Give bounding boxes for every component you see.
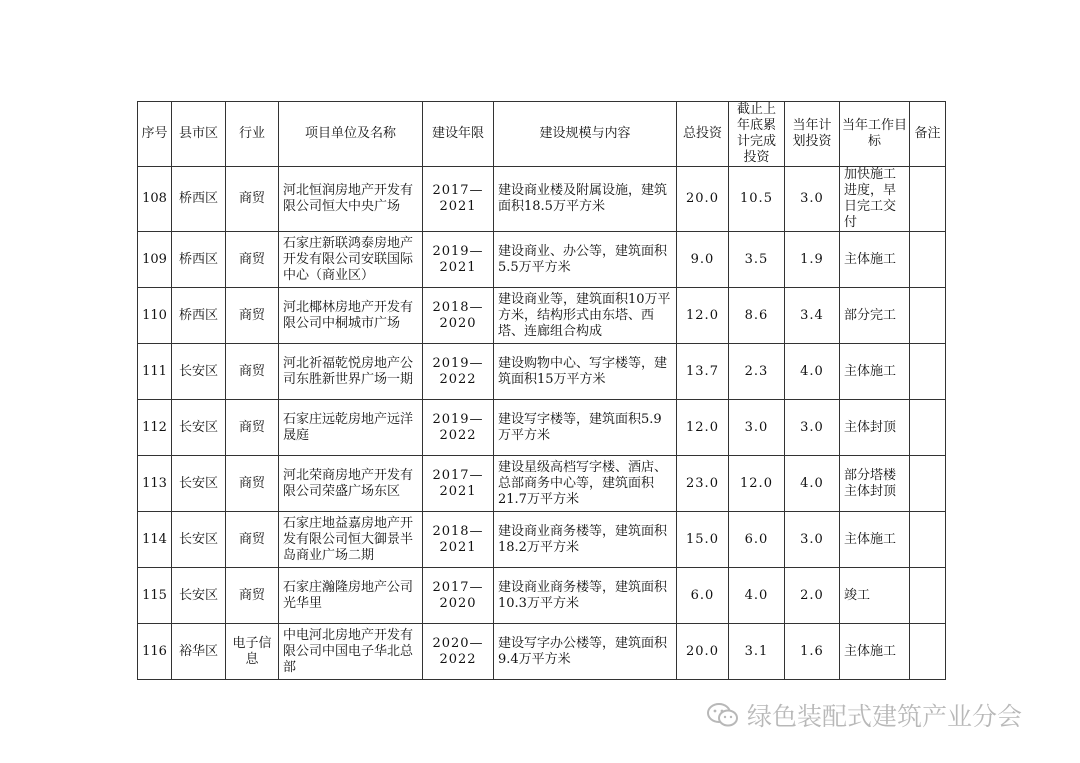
cell-years: 2017—2021: [423, 456, 494, 512]
cell-cumulative-investment: 3.5: [729, 232, 785, 288]
table-row: [138, 512, 946, 568]
cell-industry: 商贸: [226, 456, 279, 512]
cell-total-investment: 9.0: [677, 232, 729, 288]
cell-project: 石家庄远乾房地产远洋晟庭: [279, 400, 423, 456]
cell-remarks: [910, 232, 946, 288]
cell-total-investment: 23.0: [677, 456, 729, 512]
cell-total-investment: 13.7: [677, 344, 729, 400]
cell-project: 石家庄地益嘉房地产开发有限公司恒大御景半岛商业广场二期: [279, 512, 423, 568]
cell-cumulative-investment: 6.0: [729, 512, 785, 568]
cell-project: 石家庄新联鸿泰房地产开发有限公司安联国际中心（商业区）: [279, 232, 423, 288]
header-years: 建设年限: [423, 102, 494, 167]
cell-remarks: [910, 344, 946, 400]
cell-cumulative-investment: 3.0: [729, 400, 785, 456]
cell-planned-investment: 3.0: [785, 512, 840, 568]
cell-years: 2018—2021: [423, 512, 494, 568]
cell-project: 石家庄瀚隆房地产公司光华里: [279, 568, 423, 624]
table-row: [138, 624, 946, 680]
cell-work-goal: 加快施工进度，早日完工交付: [840, 167, 910, 232]
table-row: [138, 456, 946, 512]
cell-industry: 商贸: [226, 232, 279, 288]
cell-total-investment: 15.0: [677, 512, 729, 568]
cell-work-goal: 主体封顶: [840, 400, 910, 456]
cell-remarks: [910, 167, 946, 232]
cell-total-investment: 12.0: [677, 288, 729, 344]
cell-total-investment: 20.0: [677, 167, 729, 232]
project-table: [137, 101, 946, 680]
cell-index: 110: [138, 288, 172, 344]
cell-district: 裕华区: [172, 624, 226, 680]
cell-scope: 建设星级高档写字楼、酒店、总部商务中心等，建筑面积21.7万平方米: [494, 456, 677, 512]
cell-district: 桥西区: [172, 232, 226, 288]
cell-industry: 商贸: [226, 344, 279, 400]
cell-scope: 建设商业、办公等，建筑面积5.5万平方米: [494, 232, 677, 288]
cell-work-goal: 竣工: [840, 568, 910, 624]
header-remarks: 备注: [910, 102, 946, 167]
cell-work-goal: 部分塔楼主体封顶: [840, 456, 910, 512]
table-row: [138, 167, 946, 232]
header-index: 序号: [138, 102, 172, 167]
cell-scope: 建设商业商务楼等，建筑面积18.2万平方米: [494, 512, 677, 568]
cell-index: 113: [138, 456, 172, 512]
cell-work-goal: 主体施工: [840, 624, 910, 680]
watermark: [705, 700, 1022, 730]
cell-industry: 商贸: [226, 167, 279, 232]
cell-scope: 建设商业商务楼等，建筑面积10.3万平方米: [494, 568, 677, 624]
cell-cumulative-investment: 10.5: [729, 167, 785, 232]
cell-index: 116: [138, 624, 172, 680]
cell-index: 112: [138, 400, 172, 456]
cell-planned-investment: 4.0: [785, 344, 840, 400]
cell-cumulative-investment: 3.1: [729, 624, 785, 680]
cell-cumulative-investment: 12.0: [729, 456, 785, 512]
cell-district: 长安区: [172, 344, 226, 400]
cell-years: 2020—2022: [423, 624, 494, 680]
cell-district: 长安区: [172, 512, 226, 568]
cell-scope: 建设商业楼及附属设施，建筑面积18.5万平方米: [494, 167, 677, 232]
cell-work-goal: 部分完工: [840, 288, 910, 344]
cell-industry: 电子信息: [226, 624, 279, 680]
cell-planned-investment: 4.0: [785, 456, 840, 512]
cell-index: 109: [138, 232, 172, 288]
header-planned-investment: 当年计划投资: [785, 102, 840, 167]
cell-scope: 建设购物中心、写字楼等，建筑面积15万平方米: [494, 344, 677, 400]
cell-years: 2017—2021: [423, 167, 494, 232]
cell-project: 河北恒润房地产开发有限公司恒大中央广场: [279, 167, 423, 232]
cell-cumulative-investment: 2.3: [729, 344, 785, 400]
cell-scope: 建设写字办公楼等，建筑面积9.4万平方米: [494, 624, 677, 680]
cell-project: 河北荣商房地产开发有限公司荣盛广场东区: [279, 456, 423, 512]
header-district: 县市区: [172, 102, 226, 167]
cell-planned-investment: 3.0: [785, 167, 840, 232]
cell-planned-investment: 3.0: [785, 400, 840, 456]
cell-planned-investment: 3.4: [785, 288, 840, 344]
cell-district: 长安区: [172, 400, 226, 456]
header-cumulative-investment: 截止上年底累计完成投资: [729, 102, 785, 167]
cell-years: 2019—2022: [423, 344, 494, 400]
table-row: [138, 568, 946, 624]
table-row: [138, 232, 946, 288]
watermark-text: 绿色装配式建筑产业分会: [747, 702, 1023, 731]
header-total-investment: 总投资: [677, 102, 729, 167]
cell-work-goal: 主体施工: [840, 512, 910, 568]
cell-project: 中电河北房地产开发有限公司中国电子华北总部: [279, 624, 423, 680]
cell-remarks: [910, 288, 946, 344]
header-scope: 建设规模与内容: [494, 102, 677, 167]
cell-index: 115: [138, 568, 172, 624]
cell-planned-investment: 1.9: [785, 232, 840, 288]
cell-remarks: [910, 456, 946, 512]
cell-remarks: [910, 400, 946, 456]
cell-index: 111: [138, 344, 172, 400]
cell-years: 2018—2020: [423, 288, 494, 344]
table-row: [138, 400, 946, 456]
cell-district: 长安区: [172, 568, 226, 624]
cell-total-investment: 6.0: [677, 568, 729, 624]
cell-total-investment: 12.0: [677, 400, 729, 456]
header-work-goal: 当年工作目标: [840, 102, 910, 167]
cell-scope: 建设商业等，建筑面积10万平方米，结构形式由东塔、西塔、连廊组合构成: [494, 288, 677, 344]
cell-planned-investment: 2.0: [785, 568, 840, 624]
cell-work-goal: 主体施工: [840, 232, 910, 288]
cell-project: 河北祈福乾悦房地产公司东胜新世界广场一期: [279, 344, 423, 400]
wechat-icon: [705, 701, 741, 729]
cell-cumulative-investment: 8.6: [729, 288, 785, 344]
cell-industry: 商贸: [226, 400, 279, 456]
cell-years: 2019—2022: [423, 400, 494, 456]
cell-industry: 商贸: [226, 568, 279, 624]
cell-work-goal: 主体施工: [840, 344, 910, 400]
cell-remarks: [910, 568, 946, 624]
cell-years: 2019—2021: [423, 232, 494, 288]
cell-index: 114: [138, 512, 172, 568]
cell-district: 桥西区: [172, 167, 226, 232]
header-project: 项目单位及名称: [279, 102, 423, 167]
cell-total-investment: 20.0: [677, 624, 729, 680]
cell-industry: 商贸: [226, 512, 279, 568]
cell-remarks: [910, 624, 946, 680]
cell-index: 108: [138, 167, 172, 232]
cell-scope: 建设写字楼等，建筑面积5.9万平方米: [494, 400, 677, 456]
cell-planned-investment: 1.6: [785, 624, 840, 680]
cell-remarks: [910, 512, 946, 568]
cell-project: 河北椰林房地产开发有限公司中桐城市广场: [279, 288, 423, 344]
cell-district: 桥西区: [172, 288, 226, 344]
table-row: [138, 288, 946, 344]
cell-years: 2017—2020: [423, 568, 494, 624]
cell-industry: 商贸: [226, 288, 279, 344]
table-row: [138, 344, 946, 400]
cell-cumulative-investment: 4.0: [729, 568, 785, 624]
cell-district: 长安区: [172, 456, 226, 512]
header-industry: 行业: [226, 102, 279, 167]
table-header-row: [138, 102, 946, 167]
